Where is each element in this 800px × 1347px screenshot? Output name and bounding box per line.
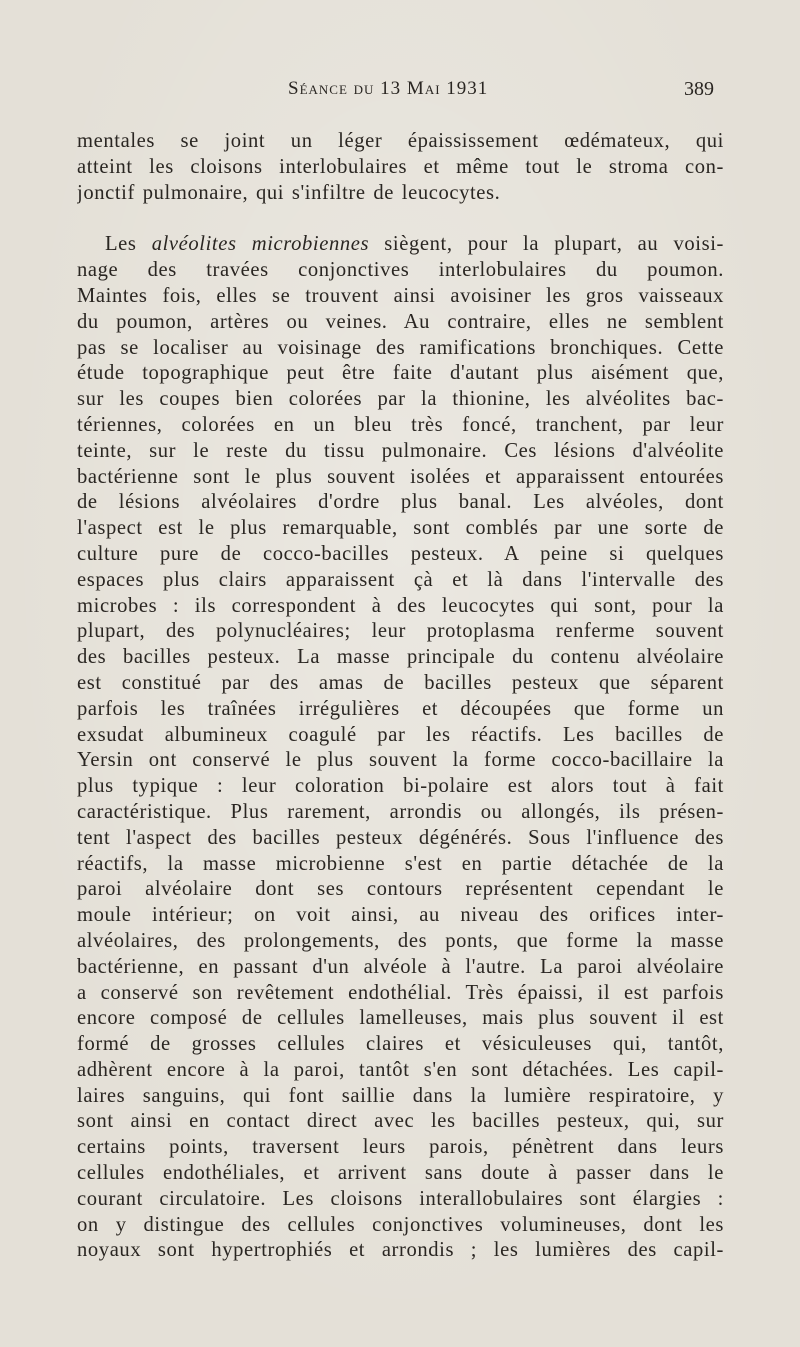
text-line: sur les coupes bien colorées par la thionine, les alvéolites bac- [77,388,724,411]
text-line: pas se localiser au voisinage des ramifications bronchiques. Cette [77,336,724,359]
text-line: atteint les cloisons interlobulaires et même tout le stroma con- [77,155,724,178]
text-line: adhèrent encore à la paroi, tantôt s'en sont détachées. Les capil- [77,1058,724,1081]
running-head: Séance du 13 Mai 1931 [288,78,489,99]
text-line: exsudat albumineux coagulé par les réactifs. Les bacilles de [77,723,724,746]
text-line: formé de grosses cellules claires et vésiculeuses qui, tantôt, [77,1033,724,1056]
text-line: nage des travées conjonctives interlobulaires du poumon. [77,259,724,282]
text-line: est constitué par des amas de bacilles pesteux que séparent [77,671,724,694]
text-line: bactérienne sont le plus souvent isolées et apparaissent entourées [77,465,724,488]
text-line: étude topographique peut être faite d'autant plus aisément que, [77,362,724,385]
text-line: certains points, traversent leurs parois, pénètrent dans leurs [77,1136,724,1159]
text-line: a conservé son revêtement endothélial. Très épaissi, il est parfois [77,981,724,1004]
body-text [77,129,724,1264]
page-header [0,78,800,108]
text-line: mentales se joint un léger épaississement œdémateux, qui [77,130,724,152]
page-number: 389 [684,78,714,100]
text-line: des bacilles pesteux. La masse principale du contenu alvéolaire [77,646,724,669]
text-line: moule intérieur; on voit ainsi, au niveau des orifices inter- [77,904,724,927]
text-line: courant circulatoire. Les cloisons interallobulaires sont élargies : [77,1187,724,1210]
text-line: caractéristique. Plus rarement, arrondis ou allongés, ils présen- [77,800,724,823]
text-line: encore composé de cellules lamelleuses, mais plus souvent il est [77,1007,724,1030]
text-line: paroi alvéolaire dont ses contours représentent cependant le [77,878,724,901]
text-line: parfois les traînées irrégulières et découpées que forme un [77,697,724,720]
text-line: on y distingue des cellules conjonctives volumineuses, dont les [77,1213,724,1236]
text-line: plupart, des polynucléaires; leur protoplasma renferme souvent [77,620,724,643]
text-line: sont ainsi en contact direct avec les bacilles pesteux, qui, sur [77,1110,724,1133]
text-line: Maintes fois, elles se trouvent ainsi avoisiner les gros vaisseaux [77,284,724,307]
text-line: culture pure de cocco-bacilles pesteux. A peine si quelques [77,542,724,565]
text-line: espaces plus clairs apparaissent çà et là dans l'intervalle des [77,568,724,591]
text-line: microbes : ils correspondent à des leucocytes qui sont, pour la [77,594,724,617]
text-line: bactérienne, en passant d'un alvéole à l'autre. La paroi alvéolaire [77,955,724,978]
text-line: laires sanguins, qui font saillie dans la lumière respiratoire, y [77,1084,724,1107]
text-line: cellules endothéliales, et arrivent sans doute à passer dans le [77,1162,724,1185]
text-line: de lésions alvéolaires d'ordre plus banal. Les alvéoles, dont [77,491,724,514]
text-line: l'aspect est le plus remarquable, sont comblés par une sorte de [77,517,724,540]
text-line: teinte, sur le reste du tissu pulmonaire. Ces lésions d'alvéolite [77,439,724,462]
text-line: Yersin ont conservé le plus souvent la forme cocco-bacillaire la [77,749,724,772]
text-line: tent l'aspect des bacilles pesteux dégénérés. Sous l'influence des [77,826,724,849]
paragraph-2 [77,232,724,1264]
text-line: alvéolaires, des prolongements, des ponts, que forme la masse [77,929,724,952]
text-line: réactifs, la masse microbienne s'est en partie détachée de la [77,852,724,875]
text-line: noyaux sont hypertrophiés et arrondis ; les lumières des capil- [77,1239,724,1262]
text-line: Les alvéolites microbiennes siègent, pour la plupart, au voisi- [105,233,724,256]
text-line: jonctif pulmonaire, qui s'infiltre de leucocytes. [77,181,501,204]
paragraph-1 [77,129,724,206]
text-line: plus typique : leur coloration bi-polaire est alors tout à fait [77,775,724,798]
text-line: du poumon, artères ou veines. Au contraire, elles ne semblent [77,310,724,333]
text-line: tériennes, colorées en un bleu très foncé, tranchent, par leur [77,413,724,436]
